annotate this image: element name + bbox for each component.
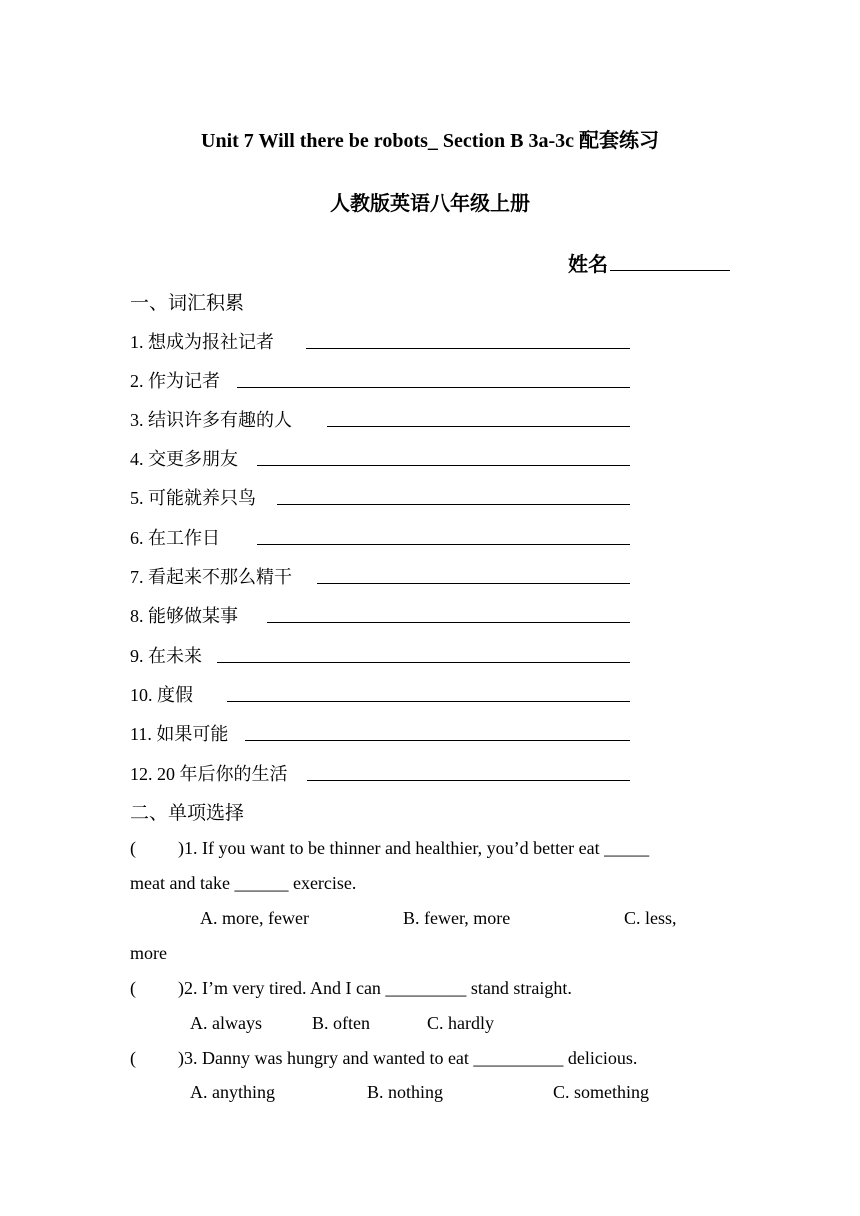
answer-paren[interactable]: ( (130, 1048, 136, 1068)
option-c: C. something (553, 1082, 650, 1102)
section1-heading: 一、词汇积累 (130, 293, 245, 314)
option-c: C. less, (624, 908, 677, 928)
page-subtitle: 人教版英语八年级上册 (330, 193, 530, 215)
answer-paren[interactable]: ( (130, 978, 136, 998)
vocab-item: 8. 能够做某事 (130, 606, 238, 626)
name-blank[interactable] (610, 270, 730, 271)
vocab-item: 11. 如果可能 (130, 724, 229, 744)
option-c-cont: more (130, 943, 167, 963)
vocab-item: 6. 在工作日 (130, 528, 220, 548)
answer-blank[interactable] (237, 387, 630, 388)
question-text: )2. I’m very tired. And I can _________ stand straight. (178, 978, 572, 998)
name-label: 姓名 (568, 254, 608, 276)
answer-blank[interactable] (245, 740, 630, 741)
option-a: A. always (190, 1013, 262, 1033)
answer-blank[interactable] (257, 465, 630, 466)
vocab-item: 5. 可能就养只鸟 (130, 488, 256, 508)
option-c: C. hardly (427, 1013, 494, 1033)
vocab-item: 12. 20 年后你的生活 (130, 764, 288, 784)
answer-blank[interactable] (267, 622, 630, 623)
answer-blank[interactable] (217, 662, 630, 663)
vocab-item: 4. 交更多朋友 (130, 449, 238, 469)
vocab-item: 10. 度假 (130, 685, 193, 705)
option-b: B. fewer, more (403, 908, 511, 928)
question-text-cont: meat and take ______ exercise. (130, 873, 357, 893)
answer-paren[interactable]: ( (130, 838, 136, 858)
vocab-item: 2. 作为记者 (130, 371, 220, 391)
answer-blank[interactable] (327, 426, 630, 427)
vocab-item: 9. 在未来 (130, 646, 202, 666)
answer-blank[interactable] (257, 544, 630, 545)
answer-blank[interactable] (227, 701, 630, 702)
vocab-item: 3. 结识许多有趣的人 (130, 410, 292, 430)
vocab-item: 1. 想成为报社记者 (130, 332, 274, 352)
answer-blank[interactable] (306, 348, 630, 349)
answer-blank[interactable] (307, 780, 630, 781)
question-text: )1. If you want to be thinner and healthier, you’d better eat _____ (178, 838, 650, 858)
answer-blank[interactable] (277, 504, 630, 505)
answer-blank[interactable] (317, 583, 630, 584)
option-a: A. anything (190, 1082, 275, 1102)
section2-heading: 二、单项选择 (130, 803, 245, 824)
option-a: A. more, fewer (200, 908, 309, 928)
page-title: Unit 7 Will there be robots_ Section B 3a-3c 配套练习 (201, 130, 659, 152)
question-text: )3. Danny was hungry and wanted to eat __________ delicious. (178, 1048, 638, 1068)
option-b: B. nothing (367, 1082, 444, 1102)
vocab-item: 7. 看起来不那么精干 (130, 567, 292, 587)
option-b: B. often (312, 1013, 370, 1033)
